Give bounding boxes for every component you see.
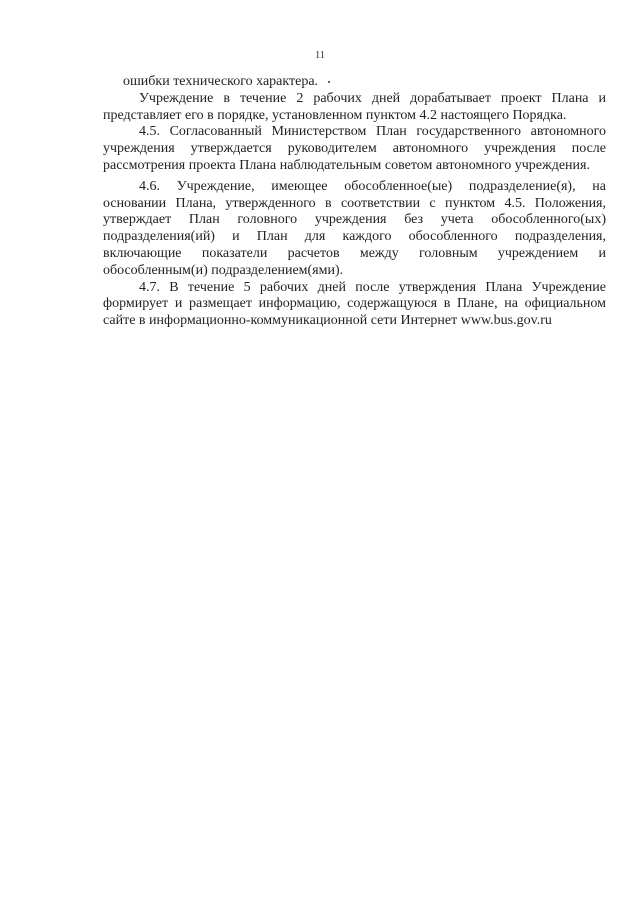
- paragraph-4-6: 4.6. Учреждение, имеющее обособленное(ые) подразделение(я), на основании Плана, утвержденного в соответствии с пунктом 4.5. Положения, утверждает План головного учреждения без учета обособленного(ых) подразделения(ий) и План для каждого обособленного подразделения, включающие показатели расчетов между головным учреждением и обособленным(и) подразделением(ями).: [103, 178, 606, 278]
- paragraph-continuation: [103, 74, 606, 91]
- paragraph-4-7: 4.7. В течение 5 рабочих дней после утверждения Плана Учреждение формирует и размещает информацию, содержащуюся в Плане, на официальном сайте в информационно-коммуникационной сети Интернет www.bus.gov.ru: [103, 279, 606, 329]
- page-number: 11: [314, 50, 326, 61]
- stray-mark: [328, 81, 330, 83]
- document-body: [103, 74, 606, 330]
- paragraph-revision: Учреждение в течение 2 рабочих дней дорабатывает проект Плана и представляет его в порядке, установленном пунктом 4.2 настоящего Порядка.: [103, 90, 606, 123]
- paragraph-text: ошибки технического характера.: [123, 74, 319, 89]
- paragraph-4-5: 4.5. Согласованный Министерством План государственного автономного учреждения утверждается руководителем автономного учреждения после рассмотрения проекта Плана наблюдательным советом автономного учреждения.: [103, 124, 606, 173]
